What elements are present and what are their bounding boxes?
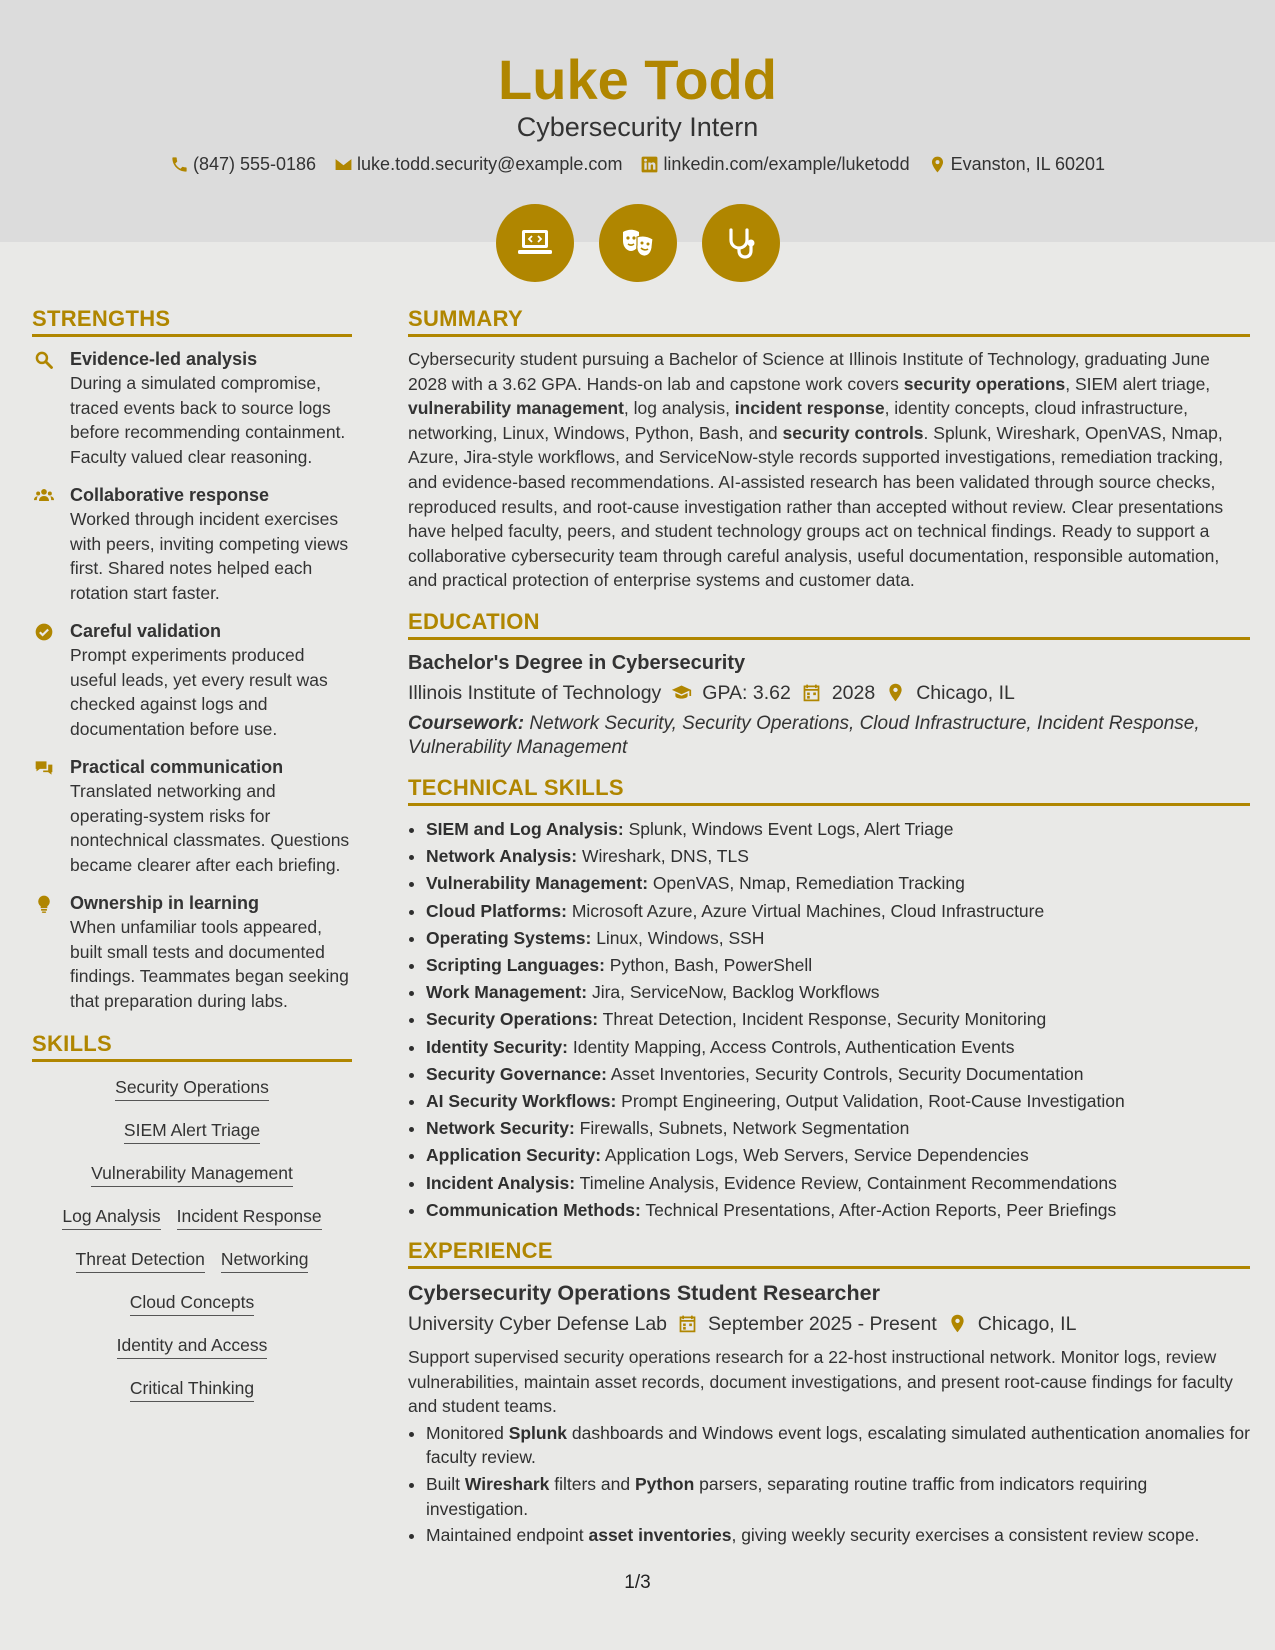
- technical-skill-item: [426, 952, 1250, 979]
- technical-skill-label: Incident Analysis:: [426, 1172, 576, 1193]
- text-segment: dashboards and Windows event logs, escalating simulated authentication anomalies for faculty review.: [426, 1422, 1250, 1468]
- strength-description: Translated networking and operating-system risks for nontechnical classmates. Questions became clearer after each briefing.: [70, 781, 350, 875]
- coursework: [408, 712, 1250, 761]
- technical-skill-value: Jira, ServiceNow, Backlog Workflows: [587, 982, 880, 1003]
- skills-tag-row: [32, 1162, 352, 1187]
- check-circle-icon: [34, 622, 54, 642]
- right-column: [408, 306, 1250, 1550]
- job-description: Support supervised security operations research for a 22-host instructional network. Monitor logs, review vulnerabilities, maintain asset records, document investigations, and present root-cause findings for faculty and student teams.: [408, 1346, 1233, 1417]
- technical-skill-label: SIEM and Log Analysis:: [426, 818, 624, 839]
- contact-linkedin[interactable]: [640, 152, 909, 176]
- technical-skill-value: Asset Inventories, Security Controls, Security Documentation: [606, 1063, 1084, 1084]
- strength-description: Worked through incident exercises with peers, inviting competing views first. Shared notes helped each rotation start faster.: [70, 509, 349, 603]
- technical-skill-item: [426, 870, 1250, 897]
- technical-skill-label: Operating Systems:: [426, 927, 592, 948]
- badge-laptop: [496, 204, 574, 282]
- technical-skill-item: [426, 816, 1250, 843]
- strengths-list: [32, 347, 352, 1013]
- contact-email[interactable]: [334, 152, 622, 176]
- strength-item: [32, 483, 352, 605]
- strength-body: [70, 483, 352, 605]
- bold-keyword: security controls: [782, 422, 924, 443]
- skill-tag: SIEM Alert Triage: [124, 1119, 260, 1144]
- technical-skill-value: Threat Detection, Incident Response, Security Monitoring: [598, 1009, 1047, 1030]
- technical-skill-item: [426, 843, 1250, 870]
- technical-skill-value: Prompt Engineering, Output Validation, Root-Cause Investigation: [616, 1090, 1125, 1111]
- text-segment: Monitored: [426, 1422, 509, 1443]
- technical-skill-label: Identity Security:: [426, 1036, 568, 1057]
- technical-skill-item: [426, 1115, 1250, 1142]
- skill-tag: Vulnerability Management: [91, 1162, 293, 1187]
- technical-skill-item: [426, 1170, 1250, 1197]
- job-location: Chicago, IL: [977, 1312, 1077, 1335]
- skills-tag-row: [32, 1076, 352, 1101]
- technical-skill-label: Network Analysis:: [426, 846, 578, 867]
- calendar-icon: [677, 1313, 698, 1334]
- technical-skill-item: [426, 1061, 1250, 1088]
- technical-skill-item: [426, 979, 1250, 1006]
- bold-keyword: security operations: [903, 373, 1066, 394]
- skill-tag: Log Analysis: [62, 1205, 160, 1230]
- skills-tag-row: [32, 1119, 352, 1144]
- search-icon: [34, 350, 54, 370]
- technical-skill-value: OpenVAS, Nmap, Remediation Tracking: [648, 873, 965, 894]
- technical-skill-label: Work Management:: [426, 982, 588, 1003]
- school-location: Chicago, IL: [916, 681, 1015, 704]
- phone-text: (847) 555-0186: [192, 154, 317, 174]
- calendar-icon: [801, 682, 822, 703]
- gpa-text: GPA: 3.62: [702, 681, 791, 704]
- strength-title: Collaborative response: [70, 485, 270, 505]
- text-segment: , log analysis,: [623, 398, 735, 419]
- education-meta: [408, 678, 1250, 708]
- skill-tag: Critical Thinking: [130, 1377, 254, 1402]
- strength-item: [32, 347, 352, 469]
- skills-tag-row: [32, 1377, 352, 1402]
- summary-text: [408, 347, 1250, 593]
- strength-body: [70, 619, 352, 741]
- text-segment: filters and: [549, 1473, 635, 1494]
- technical-skill-label: Vulnerability Management:: [426, 873, 649, 894]
- coursework-list: Network Security, Security Operations, Cloud Infrastructure, Incident Response, Vulnerability Management: [408, 712, 1200, 759]
- map-marker-icon: [885, 682, 906, 703]
- strength-title: Ownership in learning: [70, 893, 260, 913]
- job-meta: [408, 1309, 1250, 1339]
- graduation-cap-icon: [671, 682, 692, 703]
- skills-heading: SKILLS: [32, 1031, 352, 1062]
- technical-skill-value: Technical Presentations, After-Action Reports, Peer Briefings: [640, 1199, 1117, 1220]
- bold-keyword: incident response: [734, 398, 885, 419]
- technical-skill-item: [426, 1088, 1250, 1115]
- badge-stethoscope: [702, 204, 780, 282]
- technical-skill-label: Cloud Platforms:: [426, 900, 567, 921]
- grad-year: 2028: [831, 681, 876, 704]
- bold-keyword: Python: [634, 1473, 695, 1494]
- theater-masks-icon: [617, 222, 659, 264]
- text-segment: Built: [426, 1473, 465, 1494]
- technical-skill-item: [426, 925, 1250, 952]
- job-title: Cybersecurity Operations Student Researcher: [408, 1280, 880, 1305]
- technical-skill-label: Security Governance:: [426, 1063, 607, 1084]
- contact-location: [928, 152, 1105, 176]
- coursework-label: Coursework:: [408, 712, 525, 734]
- strength-icon-wrap: [32, 755, 56, 877]
- technical-skill-value: Linux, Windows, SSH: [591, 927, 765, 948]
- laptop-code-icon: [514, 222, 556, 264]
- technical-skill-item: [426, 1197, 1250, 1224]
- linkedin-text: linkedin.com/example/luketodd: [663, 154, 910, 174]
- page-number: 1/3: [624, 1572, 651, 1593]
- technical-skill-label: Communication Methods:: [426, 1199, 641, 1220]
- technical-skill-value: Application Logs, Web Servers, Service Dependencies: [601, 1145, 1029, 1166]
- job-dates: September 2025 - Present: [708, 1312, 937, 1335]
- technical-skill-item: [426, 1034, 1250, 1061]
- candidate-name: Luke Todd: [498, 48, 777, 111]
- strength-icon-wrap: [32, 347, 56, 469]
- text-segment: , identity concepts, cloud infrastructure, networking, Linux, Windows, Python, Bash, and: [408, 398, 1189, 443]
- technical-skill-label: Network Security:: [426, 1118, 575, 1139]
- strength-icon-wrap: [32, 891, 56, 1013]
- skills-tag-row: [32, 1291, 352, 1316]
- summary-heading: SUMMARY: [408, 306, 1250, 337]
- skill-tag: Networking: [221, 1248, 309, 1273]
- technical-skills-list: [408, 816, 1250, 1224]
- location-text: Evanston, IL 60201: [950, 154, 1106, 174]
- skill-tag: Identity and Access: [117, 1334, 268, 1359]
- phone-icon: [170, 155, 189, 174]
- technical-skill-value: Wireshark, DNS, TLS: [577, 846, 749, 867]
- contact-phone[interactable]: [170, 152, 316, 176]
- comments-icon: [34, 758, 54, 778]
- technical-skill-value: Identity Mapping, Access Controls, Authentication Events: [567, 1036, 1015, 1057]
- technical-skill-value: Microsoft Azure, Azure Virtual Machines, Cloud Infrastructure: [566, 900, 1045, 921]
- technical-skill-value: Firewalls, Subnets, Network Segmentation: [574, 1118, 910, 1139]
- technical-skill-item: [426, 898, 1250, 925]
- users-icon: [34, 486, 54, 506]
- degree-title: Bachelor's Degree in Cybersecurity: [408, 651, 746, 674]
- strength-icon-wrap: [32, 483, 56, 605]
- technical-skill-label: AI Security Workflows:: [426, 1090, 617, 1111]
- left-column: [32, 306, 352, 1402]
- strength-item: [32, 891, 352, 1013]
- text-segment: . Splunk, Wireshark, OpenVAS, Nmap, Azure, Jira-style workflows, and ServiceNow-style records supported investigations, remediation tracking, and evidence-based recommendations. AI-assisted research has been validated through source checks, reproduced results, and root-cause investigation rather than accepted without review. Clear presentations have helped faculty, peers, and student technology groups act on technical findings. Ready to support a collaborative cybersecurity team through careful analysis, useful documentation, responsible automation, and practical protection of enterprise systems and customer data.: [408, 422, 1224, 591]
- text-segment: , SIEM alert triage,: [1065, 373, 1211, 394]
- text-segment: Cybersecurity student pursuing a Bachelor of Science at Illinois Institute of Technology, graduating June 2028 with a 3.62 GPA. Hands-on lab and capstone work covers: [408, 349, 1210, 394]
- skill-tag: Incident Response: [177, 1205, 322, 1230]
- text-segment: parsers, separating routine traffic from indicators requiring investigation.: [426, 1473, 1148, 1519]
- job-org: University Cyber Defense Lab: [408, 1312, 668, 1335]
- linkedin-icon: [640, 155, 659, 174]
- technical-skill-value: Python, Bash, PowerShell: [604, 954, 813, 975]
- text-segment: Maintained endpoint: [426, 1525, 589, 1546]
- strength-description: When unfamiliar tools appeared, built small tests and documented findings. Teammates began seeking that preparation during labs.: [70, 917, 349, 1011]
- technical-skill-label: Application Security:: [426, 1145, 602, 1166]
- stethoscope-icon: [720, 222, 762, 264]
- strength-item: [32, 755, 352, 877]
- candidate-title: Cybersecurity Intern: [516, 112, 759, 142]
- strength-description: During a simulated compromise, traced events back to source logs before recommending containment. Faculty valued clear reasoning.: [70, 373, 346, 467]
- technical-skill-label: Scripting Languages:: [426, 954, 605, 975]
- skill-tag: Cloud Concepts: [130, 1291, 255, 1316]
- strength-description: Prompt experiments produced useful leads, yet every result was checked against logs and documentation before use.: [70, 645, 328, 739]
- strength-title: Practical communication: [70, 757, 284, 777]
- lightbulb-icon: [34, 894, 54, 914]
- job-bullet: [426, 1421, 1250, 1470]
- bold-keyword: vulnerability management: [408, 398, 624, 419]
- strength-icon-wrap: [32, 619, 56, 741]
- map-marker-icon: [928, 155, 947, 174]
- education-heading: EDUCATION: [408, 609, 1250, 640]
- bold-keyword: Wireshark: [464, 1473, 550, 1494]
- strength-body: [70, 755, 352, 877]
- skill-tag: Threat Detection: [76, 1248, 205, 1273]
- badge-masks: [599, 204, 677, 282]
- strength-body: [70, 347, 352, 469]
- map-marker-icon: [947, 1313, 968, 1334]
- job-bullet: [426, 1523, 1250, 1548]
- badge-row: [0, 204, 1275, 282]
- email-text: luke.todd.security@example.com: [357, 154, 623, 174]
- school-name: Illinois Institute of Technology: [408, 681, 662, 704]
- strength-title: Careful validation: [70, 621, 222, 641]
- technical-skill-label: Security Operations:: [426, 1009, 599, 1030]
- job-bullets: [408, 1421, 1250, 1548]
- strength-item: [32, 619, 352, 741]
- skills-tag-row: [32, 1205, 352, 1230]
- contact-row: [0, 152, 1275, 176]
- technical-skill-value: Timeline Analysis, Evidence Review, Containment Recommendations: [575, 1172, 1117, 1193]
- skills-tag-row: [32, 1334, 352, 1359]
- strength-title: Evidence-led analysis: [70, 349, 258, 369]
- technical-skill-item: [426, 1006, 1250, 1033]
- skills-tags: [32, 1072, 352, 1402]
- strengths-heading: STRENGTHS: [32, 306, 352, 337]
- strength-body: [70, 891, 352, 1013]
- technical-skills-heading: TECHNICAL SKILLS: [408, 775, 1250, 806]
- technical-skill-item: [426, 1142, 1250, 1169]
- job-bullet: [426, 1472, 1250, 1521]
- experience-heading: EXPERIENCE: [408, 1238, 1250, 1269]
- bold-keyword: asset inventories: [588, 1525, 732, 1546]
- text-segment: , giving weekly security exercises a consistent review scope.: [731, 1525, 1200, 1546]
- envelope-icon: [334, 155, 353, 174]
- skill-tag: Security Operations: [115, 1076, 269, 1101]
- skills-tag-row: [32, 1248, 352, 1273]
- technical-skill-value: Splunk, Windows Event Logs, Alert Triage: [623, 818, 954, 839]
- bold-keyword: Splunk: [508, 1422, 568, 1443]
